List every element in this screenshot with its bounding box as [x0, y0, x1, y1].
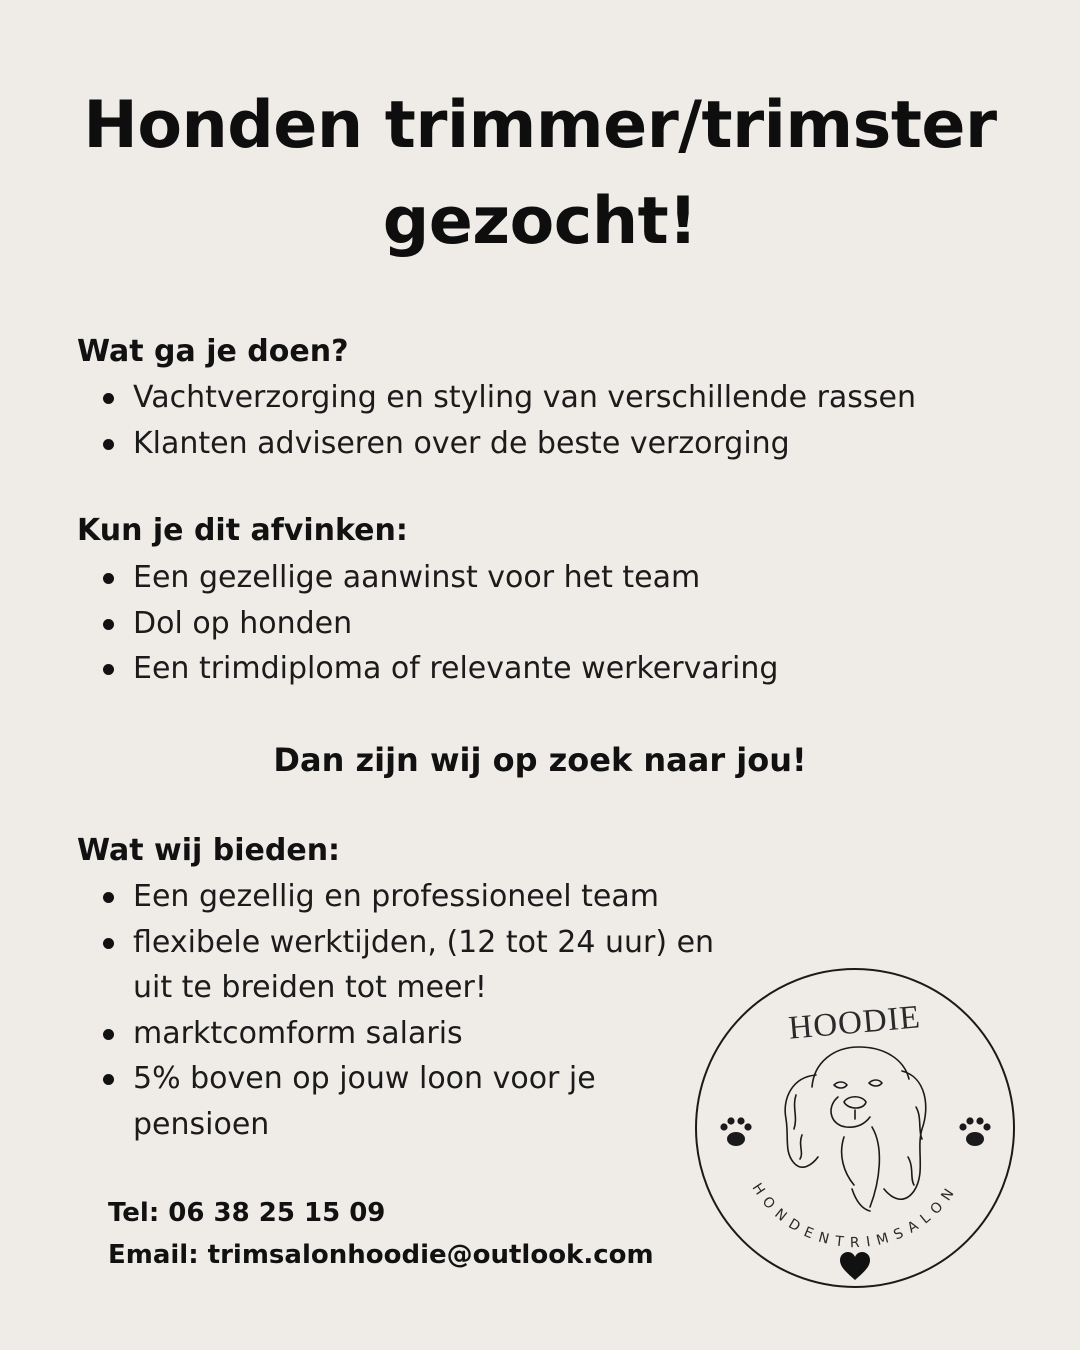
list-item: marktcomform salaris	[103, 1011, 714, 1057]
list-item: Een gezellig en professioneel team	[103, 874, 714, 920]
list-item: Dol op honden	[103, 601, 778, 647]
requirements-list	[103, 555, 778, 692]
paw-icon	[720, 1117, 751, 1146]
bullet-icon	[103, 619, 114, 630]
paw-icon	[959, 1117, 990, 1146]
heart-icon	[840, 1252, 870, 1280]
list-item-continuation: pensioen	[133, 1106, 270, 1142]
list-item: Een gezellige aanwinst voor het team	[103, 555, 778, 601]
dog-icon	[785, 1047, 926, 1211]
tasks-list	[103, 375, 916, 466]
contact-info	[108, 1192, 654, 1276]
requirements-title: Kun je dit afvinken:	[77, 513, 408, 548]
bullet-icon	[103, 1029, 114, 1040]
offer-title: Wat wij bieden:	[77, 833, 341, 868]
list-item: flexibele werktijden, (12 tot 24 uur) en	[103, 920, 714, 966]
phone-number: Tel: 06 38 25 15 09	[108, 1198, 386, 1228]
list-item-continuation: uit te breiden tot meer!	[133, 970, 487, 1005]
bullet-icon	[103, 1074, 114, 1085]
bullet-icon	[103, 439, 114, 450]
callout-text: Dan zijn wij op zoek naar jou!	[273, 741, 807, 779]
bullet-icon	[103, 892, 114, 903]
email-address: Email: trimsalonhoodie@outlook.com	[108, 1240, 654, 1270]
list-item: Klanten adviseren over de beste verzorging	[103, 421, 916, 467]
tasks-title: Wat ga je doen?	[77, 334, 349, 369]
list-item: 5% boven op jouw loon voor je	[103, 1056, 714, 1102]
title-line-2: gezocht!	[382, 184, 698, 259]
logo-brand-text: HOODIE	[787, 999, 923, 1047]
bullet-icon	[103, 573, 114, 584]
bullet-icon	[103, 664, 114, 675]
offer-list	[103, 874, 714, 1147]
list-item: Vachtverzorging en styling van verschillende rassen	[103, 375, 916, 421]
title-line-1: Honden trimmer/trimster	[83, 88, 997, 163]
hoodie-logo	[694, 967, 1016, 1289]
list-item: Een trimdiploma of relevante werkervaring	[103, 646, 778, 692]
bullet-icon	[103, 393, 114, 404]
page-title	[40, 78, 1040, 270]
logo-subtitle-text: HONDENTRIMSALON	[748, 1180, 962, 1252]
bullet-icon	[103, 938, 114, 949]
